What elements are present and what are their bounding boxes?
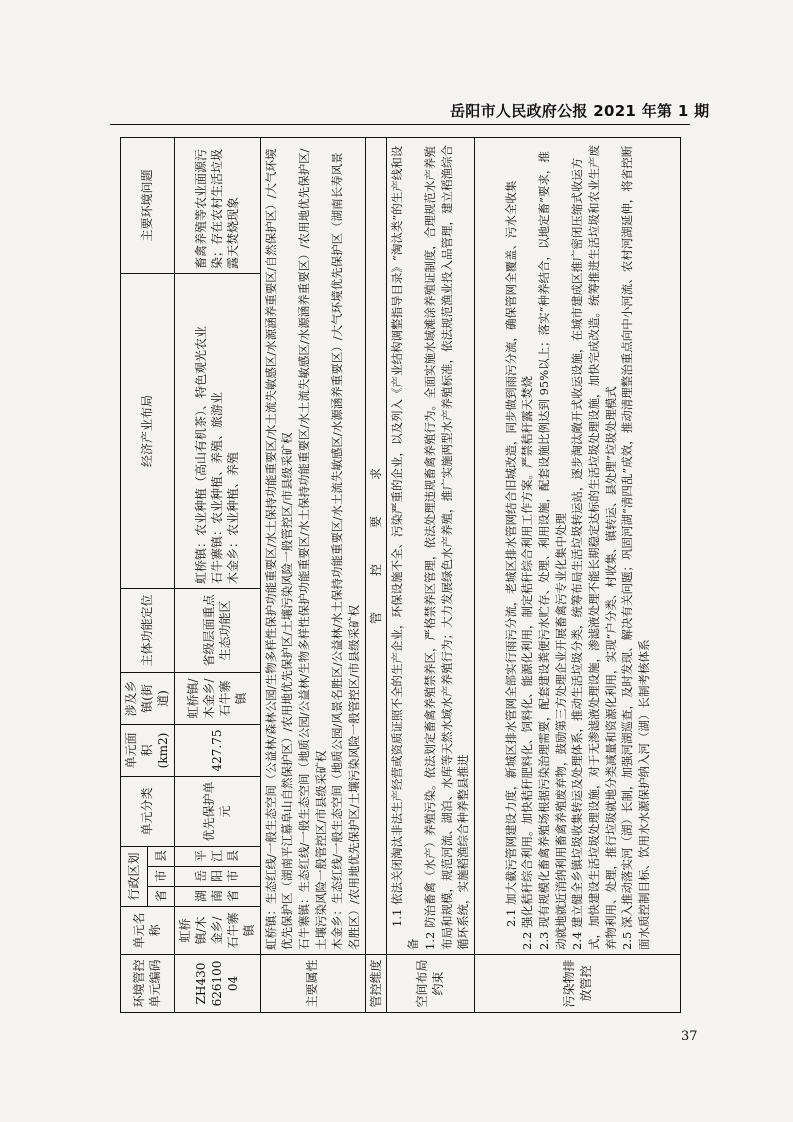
cell-area: 427.75 — [174, 724, 260, 776]
cell-unit-name: 虹桥镇/木金乡/石牛寨镇 — [174, 907, 260, 955]
col-head-env-issue: 主要环境问题 — [121, 137, 175, 273]
space-layout-text: 1.1 依法关闭淘汰非法生产经营或资质证照不全的生产企业，环保设施不全、污染严重的企业，以及列入《产业结构调整指导目录》“淘汰类”的生产线和设备 1.2 防治畜禽（水产）养殖污染。依法划定畜禽养殖禁养区，严格禁养区管理，依法处理违规畜禽养殖行为。全面实施水域滩涂养殖证制度，合理规范水产养殖布局和规模，规范河流、湖泊、水库等天然水域水产养殖行为；大力发展绿色水产养殖，推广实施两型水产养殖标准，依法规范渔业投入品管理，建立稻渔综合循环系统，实施稻渔综合种养整县推进 — [389, 145, 471, 950]
col-head-city: 市 — [147, 867, 174, 887]
cell-towns: 虹桥镇/木金乡/石牛寨镇 — [174, 672, 260, 724]
rotated-table-wrapper — [120, 138, 676, 1013]
cell-env-issue: 畜禽养殖等农业面源污染；存在农村生活垃圾露天焚烧现象 — [174, 137, 260, 273]
col-head-towns: 涉及乡镇(街道) — [121, 672, 175, 724]
col-head-area: 单元面积(km2) — [121, 724, 175, 776]
cell-province: 湖南省 — [174, 887, 260, 907]
cell-attributes: 虹桥镇：生态红线/一般生态空间（公益林/森林公园/生物多样性保护功能重要区/水土保持功能重要区/水土流失敏感区/水源涵养重要区/自然保护区）/大气环境优先保护区（湖南平江幕阜山自然保护区）/农用地优先保护区/土壤污染风险一般管控区/市县级采矿权 石牛寨镇：生态红线/一般生态空间（地质公园/公益林/生物多样性保护功能重要区/水土保持功能重要区/水土流失敏感区/水源涵养重要区）/农用地优先保护区/土壤污染风险一般管控区/市县级采矿权 木金乡：生态红线/一般生态空间（地质公园/风景名胜区/公益林/水土保持功能重要区/水土流失敏感区/水源涵养重要区）/大气环境优先保护区（湖南长寿风景名胜区）/农用地优先保护区/土壤污染风险一般管控区/市县级采矿权 — [260, 137, 365, 954]
cell-industry: 虹桥镇：农业种植（高山有机茶）、特色观光农业 石牛寨镇：农业种植、养殖、旅游业 木金乡：农业种植、养殖 — [174, 273, 260, 588]
col-head-industry: 经济产业布局 — [121, 273, 175, 588]
row-label-attributes: 主要属性 — [260, 955, 365, 1013]
cell-unit-class: 优先保护单元 — [174, 776, 260, 846]
control-requirements-header: 管 控 要 求 — [365, 137, 386, 954]
col-head-admin-division: 行政区划 — [121, 846, 148, 906]
col-head-unit-class: 单元分类 — [121, 776, 175, 846]
cell-function: 省级层面重点生态功能区 — [174, 588, 260, 672]
row-label-control-dimension: 管控维度 — [365, 955, 386, 1013]
control-unit-table — [120, 137, 681, 1013]
header-rule — [110, 124, 690, 125]
row-label-pollution-control: 污染物排放管控 — [475, 955, 681, 1013]
page-header: 岳阳市人民政府公报 2021 年第 1 期 — [450, 102, 710, 120]
page-number: 37 — [681, 1029, 698, 1044]
col-head-province: 省 — [147, 887, 174, 907]
cell-pollution-control — [475, 137, 681, 954]
cell-county: 平江县 — [174, 846, 260, 866]
cell-city: 岳阳市 — [174, 867, 260, 887]
col-head-function: 主体功能定位 — [121, 588, 175, 672]
col-head-unit-code: 环境管控单元编码 — [121, 955, 175, 1013]
cell-space-layout — [386, 137, 474, 954]
col-head-county: 县 — [147, 846, 174, 866]
col-head-unit-name: 单元名称 — [121, 907, 175, 955]
pollution-control-text: 2.1 加大截污管网建设力度，新城区排水管网全部实行雨污分流，老城区排水管网结合旧城改造，同步做到雨污分流，确保管网全覆盖、污水全收集 2.2 强化秸秆综合利用。加快秸秆肥料化、饲料化、能源化利用，制定秸秆综合利用工作方案。严禁秸秆露天焚烧 2.3 现有规模化畜禽养殖场根据污染治理需要，配套建设粪便污水贮存、处理、利用设施，配套设施比例达到 95%以上；落实“种养结合，以地定畜”要求，推动就地就近消纳利用畜禽养殖废弃物，鼓励第三方处理企业开展畜禽污专业化集中处理 2.4 建立健全乡镇垃圾收集转运及处理体系，推动生活垃圾分类，统筹布局生活垃圾转运站，逐步淘汰敞开式收运设施，在城市建成区推广密闭压缩式收运方式，加快建设生活垃圾处理设施，对于无渗滤液处理设施，渗滤液处理不能长期稳定达标的生活垃圾处理设施，加快完成改造。统筹推进生活垃圾和农业生产废弃物利用、处理，推行垃圾就地分类减量和资源化利用，实现“户分类、村收集、镇转运、县处理”垃圾处理模式 2.5 深入推动落实河（湖）长制，加强河湖巡查，及时发现、解决有关问题；巩固河湖“清四乱”成效，推动清理整治重点向中小河流、农村河湖延伸，将省控断面水质控制目标、饮用水水源保护纳入河（湖）长制考核体系 — [503, 145, 651, 950]
row-label-space-layout: 空间布局约束 — [386, 955, 474, 1013]
cell-unit-code: ZH43062610004 — [174, 955, 260, 1013]
